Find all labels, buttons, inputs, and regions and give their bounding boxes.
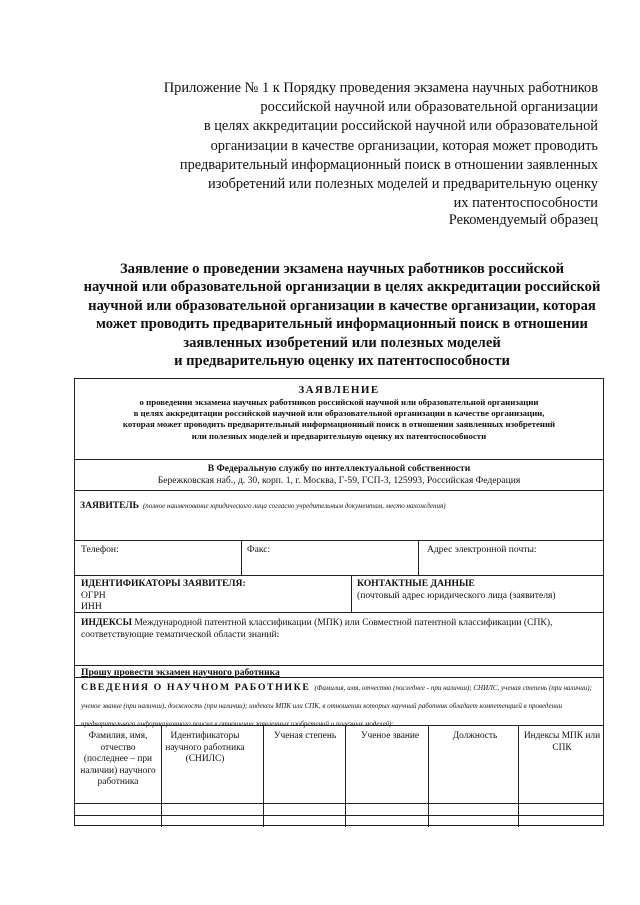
document-title — [52, 260, 632, 370]
table-row — [75, 815, 603, 816]
title-line: научной или образовательной организации в целях аккредитации российской — [83, 279, 601, 296]
researcher-hint: (Фамилия, имя, отчество (последнее - при наличии); СНИЛС, ученая степень (при наличии); ученое звание (при наличии), должность (при наличии); индексы МПК или СПК, в отношении которых научный работник обладает компетенцией в проведении предварительного информационного поиска в отношении заявленных изобретений и полезных моделей): — [81, 684, 592, 728]
researcher-section — [81, 677, 597, 731]
applicant-label: ЗАЯВИТЕЛЬ — [80, 500, 139, 511]
form-header-line: которая может проводить предварительный информационный поиск в отношении заявленных изобретений — [122, 419, 556, 430]
table-header-snils: Идентификаторы научного работника (СНИЛС) — [165, 731, 245, 765]
table-header-position: Должность — [452, 731, 498, 741]
divider — [75, 575, 603, 576]
appendix-line: организации в качестве организации, которая может проводить — [210, 137, 598, 154]
identifiers-label: ИДЕНТИФИКАТОРЫ ЗАЯВИТЕЛЯ: — [81, 578, 246, 589]
divider — [75, 665, 603, 666]
divider — [75, 540, 603, 541]
table-header-degree: Ученая степень — [273, 731, 337, 741]
contacts-label: КОНТАКТНЫЕ ДАННЫЕ — [357, 578, 475, 589]
divider — [345, 725, 346, 827]
indexes-label: ИНДЕКСЫ — [81, 617, 132, 628]
recipient-line: В Федеральную службу по интеллектуальной собственности — [207, 463, 471, 474]
applicant-field[interactable] — [80, 495, 598, 513]
form-header-title: ЗАЯВЛЕНИЕ — [298, 384, 380, 396]
form-header-line: о проведении экзамена научных работников российской научной или образовательной организации — [139, 397, 539, 407]
table-row — [75, 803, 603, 804]
title-line: Заявление о проведении экзамена научных работников российской — [119, 261, 565, 277]
appendix-line: предварительный информационный поиск в отношении заявленных — [179, 156, 598, 173]
ogrn-field[interactable]: ОГРН — [81, 589, 106, 601]
title-line: научной или образовательной организации в качестве организации, которая — [88, 297, 596, 314]
appendix-line: изобретений или полезных моделей и предварительную оценку — [208, 176, 598, 193]
appendix-line: в целях аккредитации российской научной или образовательной — [203, 118, 598, 135]
appendix-reference — [118, 79, 598, 213]
contacts-section[interactable] — [357, 578, 599, 601]
title-line: и предварительную оценку их патентоспособности — [174, 353, 510, 370]
inn-field[interactable]: ИНН — [81, 601, 102, 612]
form-header-line: в целях аккредитации российской научной или образовательной организации в качестве организации, — [133, 408, 545, 419]
divider — [75, 612, 603, 613]
title-line: заявленных изобретений или полезных моделей — [183, 334, 501, 351]
table-header-ipc: Индексы МПК или СПК — [523, 731, 601, 753]
divider — [75, 459, 603, 460]
divider — [351, 575, 352, 612]
table-header-title: Ученое звание — [360, 731, 420, 741]
divider — [518, 725, 519, 827]
indexes-field[interactable] — [81, 617, 597, 640]
form-header-line: или полезных моделей и предварительную оценку их патентоспособности — [191, 430, 487, 441]
request-line: Прошу провести экзамен научного работника — [81, 667, 280, 678]
indexes-text: Международной патентной классификации (МПК) или Совместной патентной классификации (СПК), соответствующие тематической области знаний: — [81, 617, 553, 640]
divider — [75, 725, 603, 726]
divider — [428, 725, 429, 827]
contacts-hint: (почтовый адрес юридического лица (заявителя) — [357, 589, 556, 601]
appendix-line: Приложение № 1 к Порядку проведения экзамена научных работников — [163, 80, 598, 96]
recipient-section — [75, 463, 603, 486]
table-header-name: Фамилия, имя, отчество (последнее – при наличии) научного работника — [80, 731, 156, 788]
divider — [263, 725, 264, 827]
researcher-label: СВЕДЕНИЯ О НАУЧНОМ РАБОТНИКЕ — [81, 682, 311, 693]
title-line: может проводить предварительный информационный поиск в отношении — [96, 316, 588, 333]
phone-field[interactable]: Телефон: — [81, 544, 119, 555]
form-header-description — [79, 397, 599, 442]
appendix-line: российской научной или образовательной организации — [260, 99, 598, 116]
identifiers-section — [81, 578, 246, 613]
applicant-hint: (полное наименование юридического лица согласно учредительным документам, место нахождения) — [142, 502, 446, 510]
appendix-line: их патентоспособности — [453, 195, 598, 212]
divider — [161, 725, 162, 827]
recipient-address: Бережковская наб., д. 30, корп. 1, г. Москва, Г-59, ГСП-3, 125993, Российская Федерация — [157, 474, 521, 486]
application-form — [74, 378, 604, 826]
divider — [241, 540, 242, 575]
fax-field[interactable]: Факс: — [247, 544, 271, 555]
divider — [418, 540, 419, 575]
divider — [75, 490, 603, 491]
email-field[interactable]: Адрес электронной почты: — [427, 544, 537, 555]
sample-label: Рекомендуемый образец — [448, 212, 598, 228]
